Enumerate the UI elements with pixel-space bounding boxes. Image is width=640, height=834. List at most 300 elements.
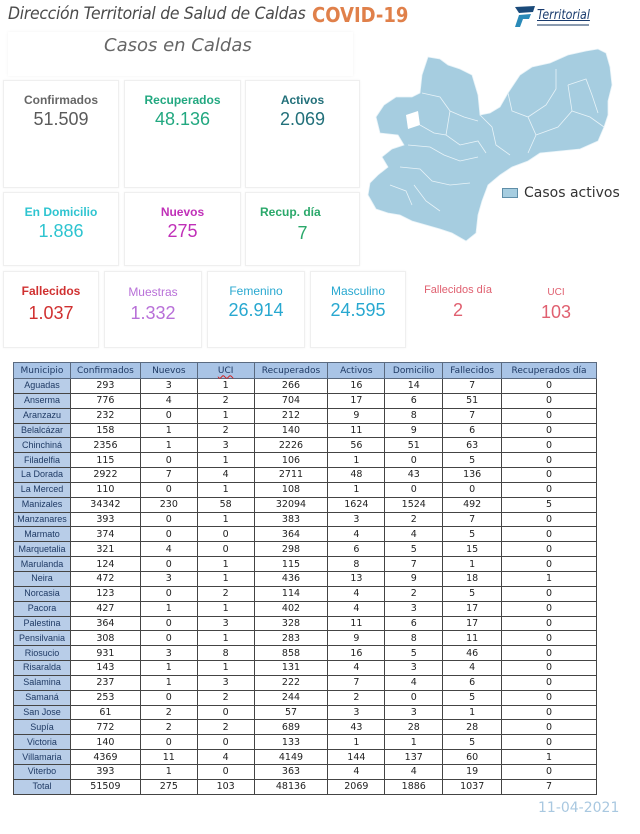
cell-value: 2922 [70, 468, 140, 483]
cell-municipio: Aguadas [14, 379, 71, 394]
cell-value: 1 [328, 735, 385, 750]
cell-value: 2 [197, 393, 254, 408]
card-masculino [310, 271, 406, 348]
cell-value: 11 [140, 750, 197, 765]
cell-value: 0 [140, 482, 197, 497]
cell-value: 6 [443, 423, 502, 438]
cell-value: 4 [385, 675, 443, 690]
cell-value: 3 [385, 601, 443, 616]
cell-value: 1 [140, 438, 197, 453]
table-row [14, 453, 597, 468]
cell-value: 0 [502, 675, 597, 690]
table-header-row [14, 363, 597, 379]
cell-municipio: Villamaria [14, 750, 71, 765]
card-fallecidos-label: Fallecidos [21, 284, 81, 298]
cell-value: 16 [328, 379, 385, 394]
card-fallecidos-dia [410, 271, 506, 348]
cell-value: 298 [254, 542, 328, 557]
cell-value: 18 [443, 571, 502, 586]
cell-value: 0 [140, 557, 197, 572]
cell-value: 3 [140, 646, 197, 661]
cell-value: 1886 [385, 779, 443, 794]
cell-municipio: Marmato [14, 527, 71, 542]
cell-value: 253 [70, 690, 140, 705]
card-confirmados [3, 80, 119, 188]
cell-value: 3 [328, 705, 385, 720]
card-femenino-label: Femenino [229, 284, 283, 298]
cell-value: 1 [197, 601, 254, 616]
cell-value: 2226 [254, 438, 328, 453]
table-row [14, 557, 597, 572]
card-nuevos [124, 192, 241, 266]
cell-value: 0 [385, 482, 443, 497]
cell-value: 7 [443, 512, 502, 527]
cell-value: 2 [197, 720, 254, 735]
cell-value: 1 [197, 379, 254, 394]
cell-value: 56 [328, 438, 385, 453]
cell-municipio: Total [14, 779, 71, 794]
cell-value: 0 [502, 735, 597, 750]
cell-municipio: Salamina [14, 675, 71, 690]
cell-value: 0 [502, 482, 597, 497]
card-uci-label: UCI [547, 287, 565, 298]
table-body [14, 379, 597, 795]
cell-value: 17 [443, 616, 502, 631]
cell-value: 7 [502, 779, 597, 794]
cell-value: 144 [328, 750, 385, 765]
col-header-domicilio: Domicilio [385, 363, 443, 379]
cell-value: 3 [197, 675, 254, 690]
card-recuperados-label: Recuperados [144, 93, 221, 107]
cell-value: 1 [140, 423, 197, 438]
cell-value: 5 [443, 690, 502, 705]
cell-value: 436 [254, 571, 328, 586]
col-header-uci [197, 363, 254, 379]
cell-value: 472 [70, 571, 140, 586]
cell-value: 0 [197, 527, 254, 542]
cell-value: 115 [70, 453, 140, 468]
cell-value: 4 [385, 527, 443, 542]
cell-value: 776 [70, 393, 140, 408]
cell-value: 1 [328, 482, 385, 497]
map-shape [368, 49, 612, 241]
cell-value: 5 [443, 453, 502, 468]
cell-value: 402 [254, 601, 328, 616]
cell-municipio: Samaná [14, 690, 71, 705]
col-header-nuevos: Nuevos [140, 363, 197, 379]
cell-value: 1 [443, 705, 502, 720]
cell-municipio: Neira [14, 571, 71, 586]
cell-value: 140 [254, 423, 328, 438]
cell-municipio: Belalcázar [14, 423, 71, 438]
cell-value: 9 [385, 571, 443, 586]
cell-value: 858 [254, 646, 328, 661]
cell-value: 0 [197, 542, 254, 557]
covid-label: COVID-19 [312, 3, 409, 27]
cell-value: 1 [140, 601, 197, 616]
cell-value: 0 [140, 631, 197, 646]
cell-value: 143 [70, 661, 140, 676]
cell-municipio: Aranzazu [14, 408, 71, 423]
cell-value: 46 [443, 646, 502, 661]
card-domicilio [3, 192, 119, 266]
card-masculino-label: Masculino [330, 284, 386, 298]
cell-municipio: Riosucio [14, 646, 71, 661]
cell-value: 4 [328, 527, 385, 542]
cell-value: 0 [502, 423, 597, 438]
cell-municipio: San Jose [14, 705, 71, 720]
cell-value: 4 [328, 601, 385, 616]
card-recuperados-value: 48.136 [154, 109, 211, 129]
cell-value: 0 [140, 616, 197, 631]
table-row [14, 764, 597, 779]
cell-value: 6 [443, 675, 502, 690]
cell-value: 5 [385, 542, 443, 557]
card-muestras [104, 271, 202, 348]
cell-value: 393 [70, 512, 140, 527]
table-row [14, 542, 597, 557]
col-header-recuperados-dia: Recuperados día [502, 363, 597, 379]
cell-value: 4 [140, 542, 197, 557]
cell-value: 0 [502, 690, 597, 705]
cell-value: 6 [385, 616, 443, 631]
cell-value: 7 [443, 379, 502, 394]
cell-value: 0 [140, 527, 197, 542]
cell-municipio: Viterbo [14, 764, 71, 779]
cell-value: 7 [328, 675, 385, 690]
cell-value: 5 [443, 735, 502, 750]
cell-municipio: Filadelfia [14, 453, 71, 468]
cell-value: 114 [254, 586, 328, 601]
cell-value: 1 [328, 453, 385, 468]
cell-value: 9 [328, 631, 385, 646]
cell-value: 9 [385, 423, 443, 438]
cell-value: 3 [385, 705, 443, 720]
cell-value: 3 [140, 571, 197, 586]
cell-value: 4 [328, 764, 385, 779]
table-row [14, 646, 597, 661]
cell-value: 0 [140, 586, 197, 601]
cell-value: 1 [443, 557, 502, 572]
logo-subtitle-line [537, 24, 589, 26]
cell-value: 1 [140, 764, 197, 779]
cell-value: 2356 [70, 438, 140, 453]
report-date: 11-04-2021 [538, 800, 620, 816]
cell-value: 3 [197, 616, 254, 631]
cell-value: 0 [140, 453, 197, 468]
cell-value: 43 [385, 468, 443, 483]
cell-value: 2 [197, 423, 254, 438]
cell-value: 8 [328, 557, 385, 572]
cell-value: 4 [443, 661, 502, 676]
card-fallecidos-value: 1.037 [28, 303, 74, 323]
cell-value: 0 [502, 468, 597, 483]
cell-municipio: Anserma [14, 393, 71, 408]
cell-value: 1 [197, 512, 254, 527]
cell-value: 123 [70, 586, 140, 601]
cell-value: 115 [254, 557, 328, 572]
territorial-logo [513, 4, 603, 30]
cell-value: 772 [70, 720, 140, 735]
cell-value: 2711 [254, 468, 328, 483]
municipios-table [13, 362, 597, 795]
cell-value: 4 [197, 468, 254, 483]
card-activos-label: Activos [280, 93, 325, 107]
card-confirmados-value: 51.509 [33, 109, 89, 129]
cell-value: 237 [70, 675, 140, 690]
cell-value: 689 [254, 720, 328, 735]
cell-value: 106 [254, 453, 328, 468]
card-fallecidos-dia-value: 2 [452, 300, 463, 320]
table-row [14, 601, 597, 616]
table-row [14, 527, 597, 542]
cell-value: 244 [254, 690, 328, 705]
card-activos [245, 80, 360, 188]
cell-value: 133 [254, 735, 328, 750]
cell-value: 1 [385, 735, 443, 750]
cell-value: 137 [385, 750, 443, 765]
cell-municipio: Supía [14, 720, 71, 735]
cell-value: 0 [502, 527, 597, 542]
cell-value: 19 [443, 764, 502, 779]
cell-value: 2 [197, 586, 254, 601]
cell-value: 0 [502, 764, 597, 779]
cell-value: 140 [70, 735, 140, 750]
cell-value: 1 [197, 631, 254, 646]
table-row [14, 586, 597, 601]
card-recup-dia-label: Recup. día [260, 205, 321, 219]
cell-value: 17 [443, 601, 502, 616]
logo-text: Territorial [537, 8, 590, 23]
cell-municipio: Victoria [14, 735, 71, 750]
card-confirmados-label: Confirmados [23, 93, 98, 107]
cell-value: 8 [197, 646, 254, 661]
cell-value: 0 [502, 661, 597, 676]
cell-value: 328 [254, 616, 328, 631]
cell-value: 5 [443, 527, 502, 542]
cell-value: 0 [502, 542, 597, 557]
cell-municipio: Manzanares [14, 512, 71, 527]
cell-value: 0 [385, 690, 443, 705]
cell-value: 14 [385, 379, 443, 394]
cell-value: 283 [254, 631, 328, 646]
table-row [14, 720, 597, 735]
cell-value: 61 [70, 705, 140, 720]
cell-value: 0 [502, 379, 597, 394]
cell-value: 0 [502, 393, 597, 408]
cell-municipio: Pensilvania [14, 631, 71, 646]
cell-value: 0 [502, 586, 597, 601]
cell-value: 1524 [385, 497, 443, 512]
table-total-row [14, 779, 597, 794]
cell-value: 16 [328, 646, 385, 661]
card-muestras-label: Muestras [128, 285, 178, 299]
cell-value: 2 [140, 720, 197, 735]
cell-value: 57 [254, 705, 328, 720]
cell-value: 28 [385, 720, 443, 735]
card-domicilio-label: En Domicilio [24, 205, 98, 219]
cell-value: 0 [502, 557, 597, 572]
cell-value: 48136 [254, 779, 328, 794]
cell-value: 0 [443, 482, 502, 497]
table-row [14, 690, 597, 705]
legend-swatch-icon [502, 188, 518, 198]
cell-value: 4369 [70, 750, 140, 765]
card-muestras-value: 1.332 [130, 303, 176, 323]
cell-value: 1 [197, 661, 254, 676]
cell-value: 0 [197, 705, 254, 720]
cell-value: 58 [197, 497, 254, 512]
cell-value: 363 [254, 764, 328, 779]
table-row [14, 497, 597, 512]
cell-value: 492 [443, 497, 502, 512]
panel-title-box [8, 32, 353, 76]
table-row [14, 705, 597, 720]
col-header-recuperados: Recuperados [254, 363, 328, 379]
cell-municipio: La Dorada [14, 468, 71, 483]
card-recup-dia-value: 7 [297, 223, 308, 243]
table-row [14, 393, 597, 408]
cell-value: 0 [197, 735, 254, 750]
card-masculino-value: 24.595 [330, 300, 386, 320]
table-row [14, 675, 597, 690]
cell-value: 393 [70, 764, 140, 779]
cell-value: 1 [140, 661, 197, 676]
cell-value: 2 [385, 512, 443, 527]
cell-value: 0 [140, 512, 197, 527]
cell-value: 110 [70, 482, 140, 497]
cell-value: 51 [385, 438, 443, 453]
cell-value: 3 [197, 438, 254, 453]
cell-value: 0 [502, 512, 597, 527]
cell-value: 308 [70, 631, 140, 646]
cell-value: 2 [197, 690, 254, 705]
cell-municipio: Marquetalia [14, 542, 71, 557]
cell-value: 131 [254, 661, 328, 676]
cell-value: 136 [443, 468, 502, 483]
cell-value: 1 [197, 482, 254, 497]
table-row [14, 661, 597, 676]
cell-value: 0 [140, 735, 197, 750]
cell-value: 0 [502, 438, 597, 453]
card-nuevos-value: 275 [167, 221, 198, 241]
cell-municipio: Chinchiná [14, 438, 71, 453]
card-uci-value: 103 [540, 302, 572, 322]
territorial-logo-icon [513, 4, 537, 28]
cell-value: 3 [385, 661, 443, 676]
cell-value: 0 [502, 408, 597, 423]
cell-value: 0 [140, 690, 197, 705]
cell-municipio: Risaralda [14, 661, 71, 676]
card-nuevos-label: Nuevos [160, 205, 205, 219]
table-row [14, 616, 597, 631]
cell-value: 0 [140, 408, 197, 423]
card-uci [508, 271, 604, 348]
cell-value: 5 [385, 646, 443, 661]
cell-value: 32094 [254, 497, 328, 512]
cell-municipio: Norcasia [14, 586, 71, 601]
legend-label: Casos activos [524, 185, 620, 201]
cell-value: 0 [502, 705, 597, 720]
card-activos-value: 2.069 [279, 109, 326, 129]
cell-value: 293 [70, 379, 140, 394]
cell-value: 8 [385, 631, 443, 646]
cell-value: 427 [70, 601, 140, 616]
cell-value: 11 [443, 631, 502, 646]
cell-value: 4 [328, 586, 385, 601]
cell-value: 222 [254, 675, 328, 690]
cell-value: 2069 [328, 779, 385, 794]
table-row [14, 512, 597, 527]
cell-value: 1 [140, 675, 197, 690]
col-header-confirmados: Confirmados [70, 363, 140, 379]
cell-value: 63 [443, 438, 502, 453]
cell-value: 6 [385, 393, 443, 408]
cell-value: 4 [140, 393, 197, 408]
cell-value: 275 [140, 779, 197, 794]
cell-value: 43 [328, 720, 385, 735]
cell-value: 3 [328, 512, 385, 527]
table-row [14, 482, 597, 497]
cell-value: 704 [254, 393, 328, 408]
caldas-map [360, 45, 620, 245]
cell-value: 0 [197, 764, 254, 779]
cell-value: 374 [70, 527, 140, 542]
cell-value: 230 [140, 497, 197, 512]
panel-title: Casos en Caldas [104, 35, 252, 56]
cell-value: 931 [70, 646, 140, 661]
cell-municipio: La Merced [14, 482, 71, 497]
cell-value: 212 [254, 408, 328, 423]
cell-value: 364 [70, 616, 140, 631]
cell-value: 321 [70, 542, 140, 557]
col-header-municipio: Municipio [14, 363, 71, 379]
table-row [14, 408, 597, 423]
cell-value: 9 [328, 408, 385, 423]
card-recup-dia [245, 192, 360, 266]
cell-value: 0 [502, 631, 597, 646]
cell-value: 28 [443, 720, 502, 735]
card-femenino-value: 26.914 [228, 300, 284, 320]
cell-value: 1 [197, 453, 254, 468]
cell-value: 1624 [328, 497, 385, 512]
cell-value: 1037 [443, 779, 502, 794]
cell-value: 2 [140, 705, 197, 720]
card-recuperados [124, 80, 241, 188]
cell-value: 34342 [70, 497, 140, 512]
cell-value: 383 [254, 512, 328, 527]
cell-value: 48 [328, 468, 385, 483]
table-row [14, 735, 597, 750]
header-title: Dirección Territorial de Salud de Caldas [8, 4, 306, 24]
cell-value: 8 [385, 408, 443, 423]
map-legend [502, 185, 620, 201]
cell-value: 266 [254, 379, 328, 394]
cell-value: 4149 [254, 750, 328, 765]
card-fallecidos-dia-label: Fallecidos día [424, 284, 492, 296]
cell-value: 2 [385, 586, 443, 601]
cell-municipio: Palestina [14, 616, 71, 631]
table-row [14, 750, 597, 765]
table-row [14, 468, 597, 483]
table-row [14, 379, 597, 394]
cell-value: 364 [254, 527, 328, 542]
cell-value: 0 [502, 616, 597, 631]
cell-value: 3 [140, 379, 197, 394]
cell-value: 51 [443, 393, 502, 408]
cell-value: 5 [502, 497, 597, 512]
cell-value: 232 [70, 408, 140, 423]
